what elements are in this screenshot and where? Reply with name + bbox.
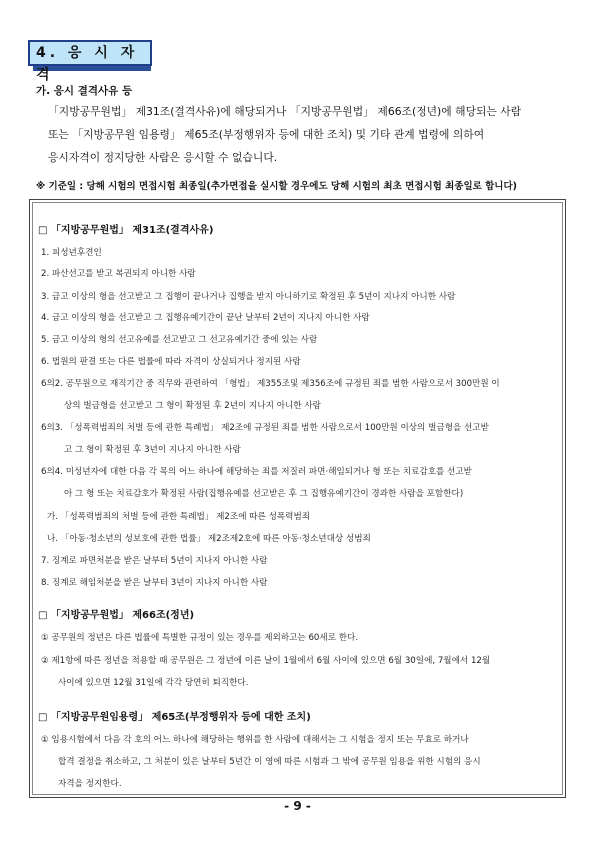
- page-number: - 9 -: [284, 799, 311, 813]
- rule65-item: ① 임용시험에서 다음 각 호의 어느 하나에 해당하는 행위를 한 사람에 대해서는 그 시험을 정지 또는 무효로 하거나: [41, 735, 469, 745]
- intro-line: 응시자격이 정지당한 사람은 응시할 수 없습니다.: [48, 151, 278, 164]
- art31-item: 6의4. 미성년자에 대한 다음 각 목의 어느 하나에 해당하는 죄를 저질러 파면·해임되거나 형 또는 치료감호를 선고받: [41, 467, 472, 477]
- art31-item: 3. 금고 이상의 형을 선고받고 그 집행이 끝나거나 집행을 받지 아니하기로 확정된 후 5년이 지나지 아니한 사람: [41, 292, 456, 302]
- art66-item: ① 공무원의 정년은 다른 법률에 특별한 규정이 있는 경우를 제외하고는 60세로 한다.: [41, 633, 359, 643]
- section-title-label: 4. 응 시 자 격: [28, 40, 152, 66]
- art31-item: 4. 금고 이상의 형을 선고받고 그 집행유예기간이 끝난 날부터 2년이 지나지 아니한 사람: [41, 313, 370, 323]
- rule65-item-continued: 합격 결정을 취소하고, 그 처분이 있은 날부터 5년간 이 영에 따른 시험과 그 밖에 공무원 임용을 위한 시험의 응시: [58, 757, 481, 767]
- art31-item-continued: 상의 벌금형을 선고받고 그 형이 확정된 후 2년이 지나지 아니한 사람: [64, 401, 321, 411]
- art31-item: 6의2. 공무원으로 재직기간 중 직무와 관련하여 「형법」 제355조및 제356조에 규정된 죄를 범한 사람으로서 300만원 이: [41, 379, 500, 389]
- art31-item: 6의3. 「성폭력범죄의 처벌 등에 관한 특례법」 제2조에 규정된 죄를 범한 사람으로서 100만원 이상의 벌금형을 선고받: [41, 423, 489, 433]
- art31-item: 2. 파산선고를 받고 복권되지 아니한 사람: [41, 269, 196, 279]
- art66-item: ② 제1항에 따른 정년을 적용할 때 공무원은 그 정년에 이른 날이 1월에서 6월 사이에 있으면 6월 30일에, 7월에서 12월: [41, 656, 491, 666]
- art31-item: 8. 징계로 해임처분을 받은 날부터 3년이 지나지 아니한 사람: [41, 578, 268, 588]
- art66-heading: □ 「지방공무원법」 제66조(정년): [38, 610, 195, 621]
- intro-paragraph: [48, 100, 564, 169]
- art31-item-continued: 고 그 형이 확정된 후 3년이 지나지 아니한 사람: [64, 445, 241, 455]
- rule65-item-continued: 자격을 정지한다.: [58, 779, 122, 789]
- intro-line: 또는 「지방공무원 임용령」 제65조(부정행위자 등에 대한 조치) 및 기타 관계 법령에 의하여: [48, 128, 485, 141]
- intro-line: 「지방공무원법」 제31조(결격사유)에 해당되거나 「지방공무원법」 제66조(정년)에 해당되는 사람: [48, 105, 522, 118]
- art66-item-continued: 사이에 있으면 12월 31일에 각각 당연히 퇴직한다.: [58, 678, 249, 688]
- art31-item: 7. 징계로 파면처분을 받은 날부터 5년이 지나지 아니한 사람: [41, 556, 268, 566]
- art31-heading: □ 「지방공무원법」 제31조(결격사유): [38, 225, 214, 236]
- subsection-title: 가. 응시 결격사유 등: [36, 85, 133, 97]
- art31-item: 5. 금고 이상의 형의 선고유예를 선고받고 그 선고유예기간 중에 있는 사람: [41, 335, 318, 345]
- art31-subitem: 나. 「아동·청소년의 성보호에 관한 법률」 제2조제2호에 따른 아동·청소년대상 성범죄: [47, 534, 371, 544]
- art31-item: 1. 피성년후견인: [41, 248, 102, 258]
- art31-item: 6. 법원의 판결 또는 다른 법률에 따라 자격이 상실되거나 정지된 사람: [41, 357, 301, 367]
- art31-item-continued: 아 그 형 또는 치료감호가 확정된 사람(집행유예를 선고받은 후 그 집행유예기간이 경과한 사람을 포함한다): [64, 489, 464, 499]
- rule65-heading: □ 「지방공무원임용령」 제65조(부정행위자 등에 대한 조치): [38, 712, 311, 723]
- reference-date-note: ※ 기준일 : 당해 시험의 면접시험 최종일(추가면접을 실시할 경우에도 당해 시험의 최초 면접시험 최종일로 합니다): [36, 181, 517, 192]
- art31-subitem: 가. 「성폭력범죄의 처벌 등에 관한 특례법」 제2조에 따른 성폭력범죄: [47, 512, 311, 522]
- section-title: [28, 40, 150, 83]
